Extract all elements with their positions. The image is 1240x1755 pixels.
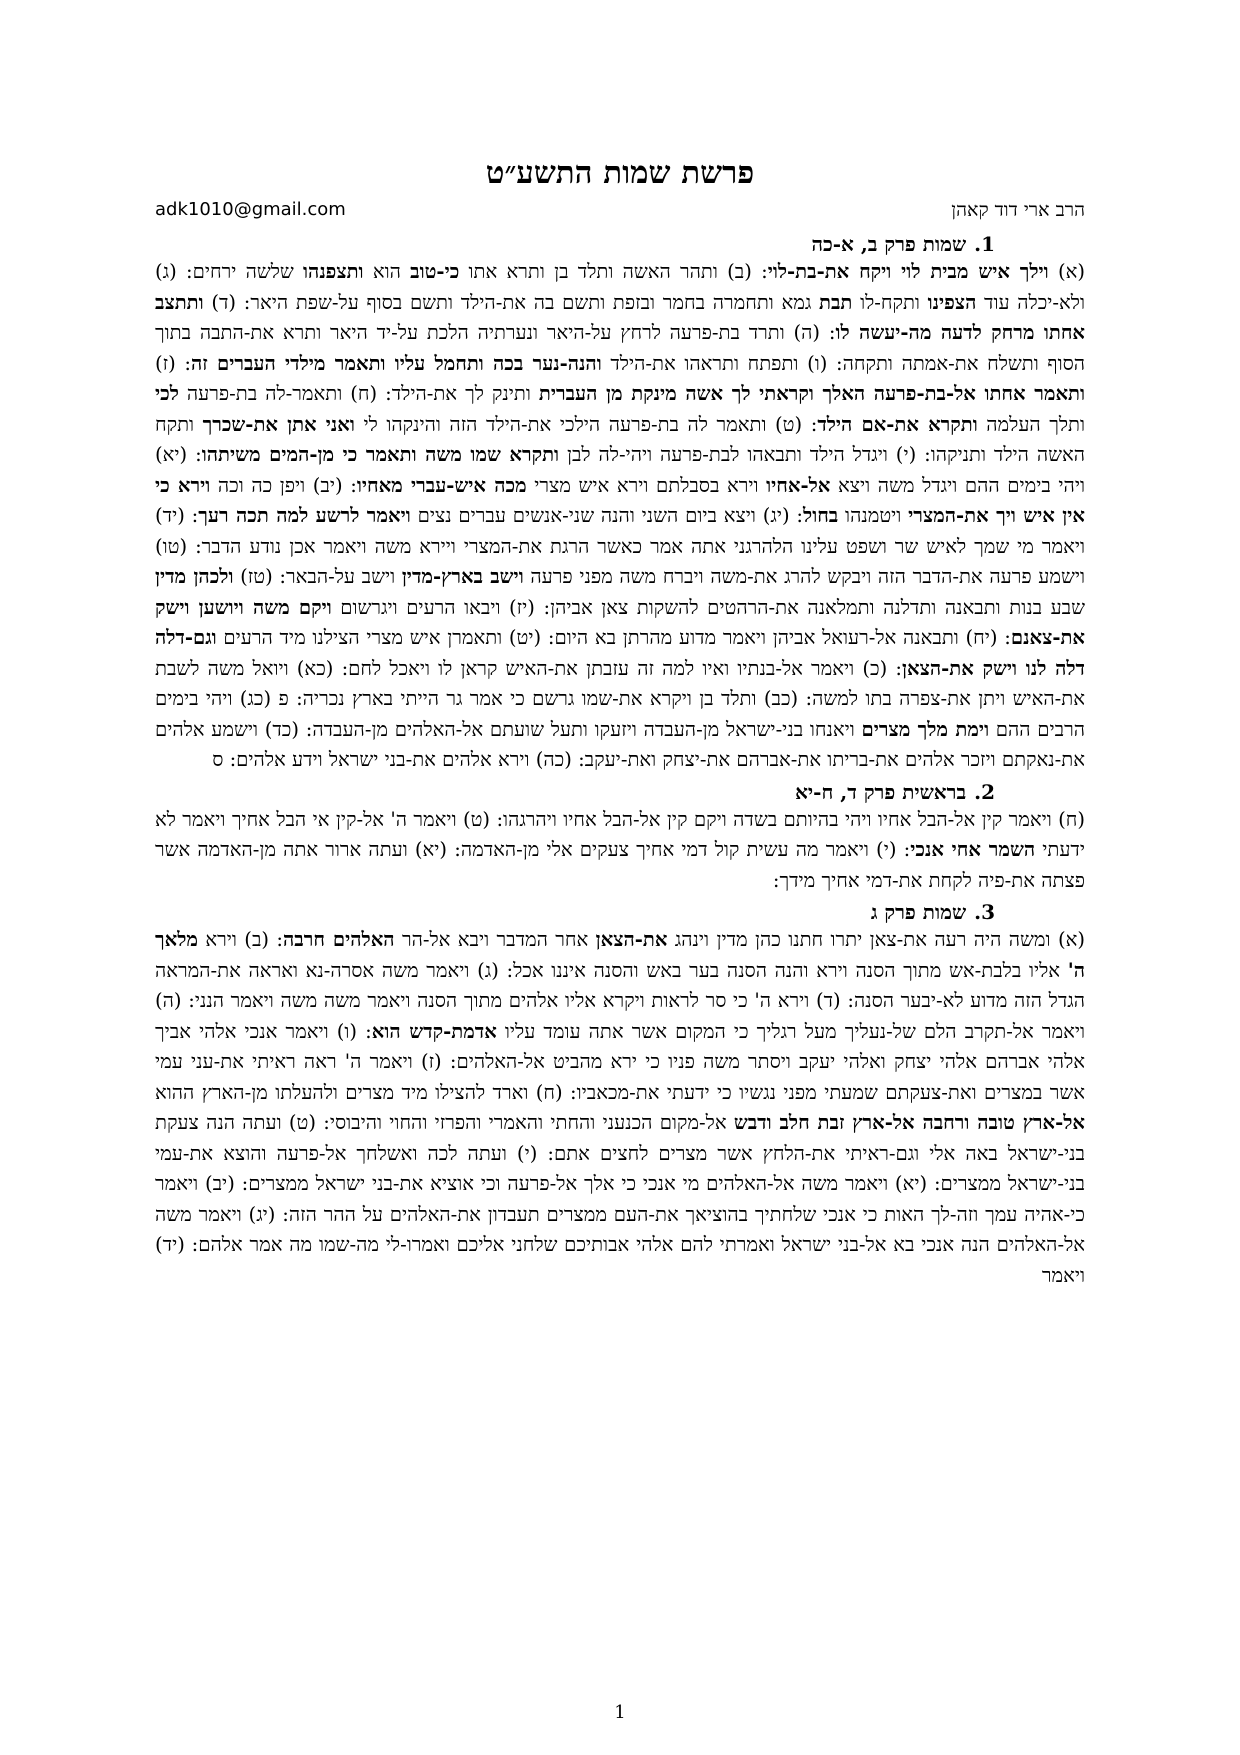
text-run: הוא bbox=[363, 260, 411, 283]
emphasized-text: ותתצב אחתו מרחק לדעה מה-יעשה לו bbox=[155, 290, 1085, 344]
emphasized-text: והנה-נער בכה ותחמל עליו ותאמר מילדי העברים זה bbox=[191, 351, 602, 375]
text-run: שבע בנות ותבאנה ותדלנה ותמלאנה את-הרהטים להשקות צאן אביהן: (יז) ויבאו הרעים ויגרשום bbox=[331, 595, 1085, 619]
text-run: : (ז) bbox=[155, 351, 192, 375]
emphasized-text: האלהים חרבה bbox=[283, 928, 395, 951]
emphasized-text: ותקרא את-אם הילד bbox=[817, 412, 978, 436]
text-run: : (כ) ויאמר אל-בנתיו ואיו למה זה עזבתן את-האיש קראן לו ויאכל לחם: (כא) ויואל משה לשבת את-האיש ויתן את-צפרה בתו למשה: (כב) ותלד בן ויקרא את-שמו גרשם כי אמר גר הייתי בארץ נכריה: פ (כג) ויהי בימים הרבים ההם bbox=[155, 656, 1085, 741]
text-run: : (ב) וירא bbox=[198, 928, 284, 951]
emphasized-text: אדמת-קדש הוא bbox=[371, 1019, 497, 1043]
section-text bbox=[155, 805, 1085, 897]
text-run: : (יג) ויצא ביום השני והנה שני-אנשים עברים נצים bbox=[410, 504, 804, 527]
text-run: : (יב) ויפן כה וכה bbox=[210, 473, 357, 497]
emphasized-text: וגם-דלה דלה לנו וישק את-הצאן bbox=[155, 626, 1085, 680]
text-run: ויטמנהו bbox=[838, 504, 909, 527]
author-name: הרב ארי דוד קאהן bbox=[951, 199, 1085, 221]
emphasized-text: וימת מלך מצרים bbox=[861, 717, 990, 741]
emphasized-text: השמר אחי אנכי bbox=[910, 838, 1036, 861]
emphasized-text: ויקם משה ויושען וישק את-צאנם bbox=[155, 595, 1085, 649]
emphasized-text: ואני אתן את-שכרך bbox=[202, 412, 355, 436]
emphasized-text: ותצפנהו bbox=[303, 260, 364, 283]
section-heading-text: בראשית פרק ד, ח-יא bbox=[795, 779, 967, 804]
page-title: פרשת שמות התשע״ט bbox=[485, 155, 755, 191]
emphasized-text: מכה איש-עברי מאחיו bbox=[356, 473, 527, 497]
section-heading bbox=[155, 900, 995, 925]
text-run: ותקח האשה הילד ותניקהו: (י) ויגדל הילד ותבאהו לבת-פרעה ויהי-לה לבן bbox=[155, 412, 1085, 466]
text-run: : (יד) ויאמר מי שמך לאיש שר ושפט עלינו הלהרגני אתה אמר כאשר הרגת את-המצרי ויירא משה ויאמר אכן נודע הדבר: (טו) וישמע פרעה את-הדבר הזה ויבקש להרג את-משה ויברח משה מפני פרעה bbox=[155, 504, 1086, 588]
emphasized-text: כי-טוב bbox=[410, 260, 460, 283]
emphasized-text: מלאך ה' bbox=[155, 928, 1085, 982]
emphasized-text: אל-ארץ טובה ורחבה אל-ארץ זבת חלב ודבש bbox=[733, 1111, 1085, 1134]
section-heading-text: שמות פרק ב, א-כה bbox=[811, 232, 967, 256]
author-email[interactable]: adk1010@gmail.com bbox=[155, 199, 346, 220]
emphasized-text: ותקרא שמו משה ותאמר כי מן-המים משיתהו bbox=[201, 443, 560, 466]
text-run: שלשה ירחים: (ג) ולא-יכלה עוד bbox=[155, 260, 1085, 314]
text-run: (א) ומשה היה רעה את-צאן יתרו חתנו כהן מדין וינהג bbox=[667, 928, 1085, 951]
text-run: אל-מקום הכנעני והחתי והאמרי והפרזי והחוי והיבוסי: (ט) ועתה הנה צעקת בני-ישראל באה אלי וגם-ראיתי את-הלחץ אשר מצרים לחצים אתם: (י) ועתה לכה ואשלחך אל-פרעה והוצא את-עמי בני-ישראל ממצרים: (יא) ויאמר משה אל-האלהים מי אנכי כי אלך אל-פרעה וכי אוציא את-בני ישראל ממצרים: (יב) ויאמר כי-אהיה עמך וזה-לך האות כי אנכי שלחתיך בהוציאך את-העם ממצרים תעבדון את-האלהים על ההר הזה: (יג) ויאמר משה אל-האלהים הנה אנכי בא אל-בני ישראל ואמרתי להם אלהי אבותיכם שלחני אליכם ואמרו-לי מה-שמו מה אמר אלהם: (יד) ויאמר bbox=[155, 1111, 1085, 1287]
emphasized-text: לכי bbox=[155, 382, 179, 405]
text-run: וישב על-הבאר: (טז) bbox=[233, 565, 402, 588]
section-heading-text: שמות פרק ג bbox=[870, 900, 967, 924]
section-number: 1. bbox=[974, 232, 995, 256]
text-run: ותקח-לו bbox=[852, 290, 928, 314]
emphasized-text: אל-אחיו bbox=[766, 473, 831, 497]
section-heading bbox=[155, 780, 995, 805]
emphasized-text: וירא כי אין איש ויך את-המצרי bbox=[155, 473, 1085, 527]
text-run: אחר המדבר ויבא אל-הר bbox=[394, 928, 596, 951]
text-run: ותינק לך את-הילד: (ח) ותאמר-לה בת-פרעה bbox=[178, 382, 539, 405]
section-number: 3. bbox=[974, 900, 995, 924]
text-run: : (יא) ויהי בימים ההם ויגדל משה ויצא bbox=[155, 443, 1085, 497]
section-number: 2. bbox=[974, 779, 995, 804]
emphasized-text: את-הצאן bbox=[595, 928, 668, 951]
byline bbox=[155, 199, 1085, 222]
text-run: : (י) ויאמר מה עשית קול דמי אחיך צעקים אלי מן-האדמה: (יא) ועתה ארור אתה מן-האדמה אשר פצתה את-פיה לקחת את-דמי אחיך מידך: bbox=[155, 838, 1085, 892]
text-run: אליו בלבת-אש מתוך הסנה וירא והנה הסנה בער באש והסנה איננו אכל: (ג) ויאמר משה אסרה-נא ואראה את-המראה הגדל הזה מדוע לא-יבער הסנה: (ד) וירא ה' כי סר לראות ויקרא אליו אלהים מתוך הסנה ויאמר משה משה ויאמר הנני: (ה) ויאמר אל-תקרב הלם של-נעליך מעל רגליך כי המקום אשר אתה עומד עליו bbox=[155, 958, 1085, 1043]
section-text bbox=[155, 925, 1085, 1291]
text-run: (ח) ויאמר קין אל-הבל אחיו ויהי בהיותם בשדה ויקם קין אל-הבל אחיו ויהרגהו: (ט) ויאמר ה' אל-קין אי הבל אחיך ויאמר לא ידעתי bbox=[155, 807, 1085, 861]
page-number: 1 bbox=[614, 1702, 626, 1723]
text-run: : (יח) ותבאנה אל-רעואל אביהן ויאמר מדוע מהרתן בא היום: (יט) ותאמרן איש מצרי הצילנו מיד הרעים bbox=[216, 626, 1011, 649]
emphasized-text: וישב בארץ-מדין bbox=[401, 565, 524, 588]
document-page bbox=[155, 155, 1085, 1291]
text-run: : (ט) ותאמר לה בת-פרעה הילכי את-הילד הזה והינקהו לי bbox=[354, 412, 818, 436]
text-run: ויאנחו בני-ישראל מן-העבדה ויזעקו ותעל שועתם אל-האלהים מן-העבדה: (כד) וישמע אלהים את-נאקתם ויזכר אלהים את-בריתו את-אברהם את-יצחק ואת-יעקב: (כה) וירא אלהים את-בני ישראל וידע אלהים: ס bbox=[155, 717, 1085, 771]
text-run: : (ה) ותרד בת-פרעה לרחץ על-היאר ונערתיה הלכת על-יד היאר ותרא את-התבה בתוך הסוף ותשלח את-אמתה ותקחה: (ו) ותפתח ותראהו את-הילד bbox=[155, 321, 1085, 375]
section-heading bbox=[155, 232, 995, 257]
section-text bbox=[155, 257, 1085, 776]
text-run: : (ו) ויאמר אנכי אלהי אביך אלהי אברהם אלהי יצחק ואלהי יעקב ויסתר משה פניו כי ירא מהביט אל-האלהים: (ז) ויאמר ה' ראה ראיתי את-עני עמי אשר במצרים ואת-צעקתם שמעתי מפני נגשיו כי ידעתי את-מכאביו: (ח) וארד להצילו מיד מצרים ולהעלתו מן-הארץ ההוא bbox=[155, 1019, 1085, 1104]
emphasized-text: ולכהן מדין bbox=[155, 565, 234, 588]
emphasized-text: וילך איש מבית לוי ויקח את-בת-לוי bbox=[767, 260, 1049, 283]
text-run: : (ב) ותהר האשה ותלד בן ותרא אתו bbox=[459, 260, 768, 283]
sections-container bbox=[155, 232, 1085, 1291]
emphasized-text: ותאמר אחתו אל-בת-פרעה האלך וקראתי לך אשה מינקת מן העברית bbox=[538, 382, 1085, 405]
text-run: (א) bbox=[1048, 260, 1086, 283]
emphasized-text: ויאמר לרשע למה תכה רעך bbox=[198, 504, 411, 527]
emphasized-text: תבת bbox=[819, 290, 853, 314]
text-run: וירא בסבלתם וירא איש מצרי bbox=[526, 473, 767, 497]
text-run: גמא ותחמרה בחמר ובזפת ותשם בה את-הילד ותשם בסוף על-שפת היאר: (ד) bbox=[203, 290, 820, 314]
emphasized-text: בחול bbox=[803, 504, 839, 527]
emphasized-text: הצפינו bbox=[927, 290, 977, 314]
text-run: ותלך העלמה bbox=[977, 412, 1086, 436]
